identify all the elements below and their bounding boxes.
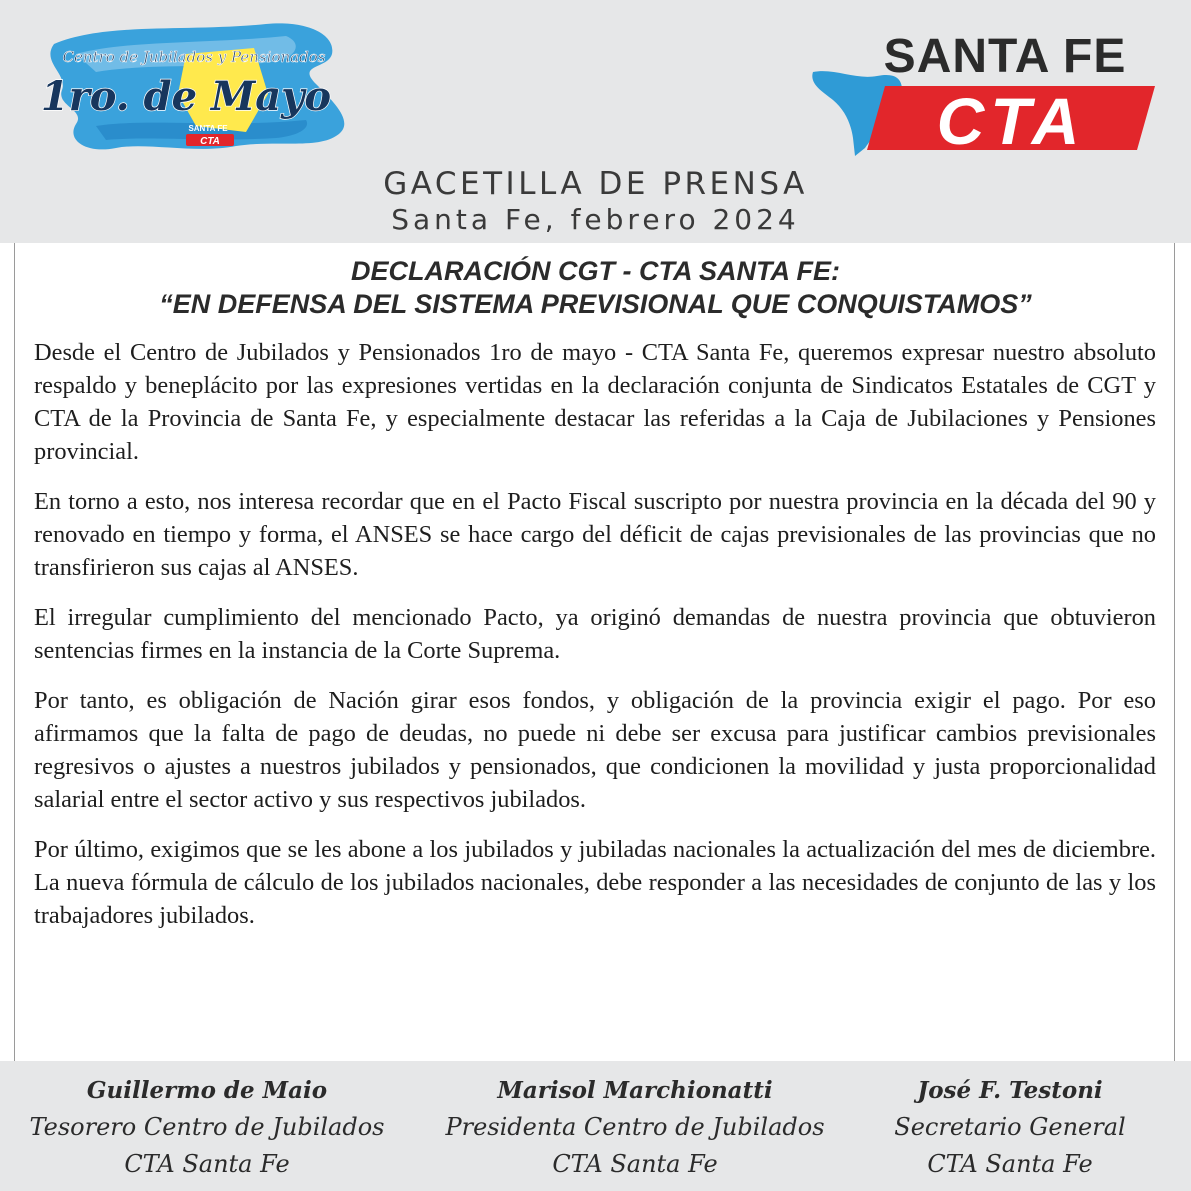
header-band xyxy=(0,0,1191,243)
body-paragraph: Desde el Centro de Jubilados y Pensionados 1ro de mayo - CTA Santa Fe, queremos expresar nuestro absoluto respaldo y beneplácito por las expresiones vertidas en la declaración conjunta de Sindicatos Estatales de CGT y CTA de la Provincia de Santa Fe, y especialmente destacar las referidas a la Caja de Jubilaciones y Pensiones provincial. xyxy=(34,339,1156,465)
press-release-kicker: GACETILLA DE PRENSA xyxy=(383,166,808,202)
signatory-org: CTA Santa Fe xyxy=(552,1150,718,1178)
signatory-role: Presidenta Centro de Jubilados xyxy=(445,1113,825,1141)
body-paragraph: Por último, exigimos que se les abone a los jubilados y jubiladas nacionales la actualización del mes de diciembre. La nueva fórmula de cálculo de los jubilados nacionales, debe responder a las necesidades de conjunto de las y los trabajadores jubilados. xyxy=(34,836,1156,929)
signature-block xyxy=(850,1073,1170,1183)
signatory-name: Marisol Marchionatti xyxy=(497,1077,773,1104)
press-release-dateline: Santa Fe, febrero 2024 xyxy=(391,203,800,236)
signatory-org: CTA Santa Fe xyxy=(927,1150,1093,1178)
logo-line2: 1ro. de Mayo xyxy=(40,73,332,120)
logo-small-brand: SANTA FE xyxy=(188,124,228,133)
cta-santa-fe-logo xyxy=(805,20,1165,160)
signatory-org: CTA Santa Fe xyxy=(124,1150,290,1178)
signatory-role: Secretario General xyxy=(894,1113,1126,1141)
logo-line1: Centro de Jubilados y Pensionados xyxy=(62,48,326,66)
centro-jubilados-logo xyxy=(36,14,356,164)
signature-block xyxy=(430,1073,840,1183)
logo-cta-text: CTA xyxy=(936,84,1086,158)
signatory-role: Tesorero Centro de Jubilados xyxy=(29,1113,385,1141)
logo-small-mark: CTA xyxy=(200,136,220,147)
signatory-name: Guillermo de Maio xyxy=(86,1077,328,1104)
body-paragraph: Por tanto, es obligación de Nación girar esos fondos, y obligación de la provincia exigir el pago. Por eso afirmamos que la falta de pago de deudas, no puede ni debe ser excusa para justificar cambios previsionales regresivos o ajustes a nuestros jubilados y pensionados, que condicionen la movilidad y justa proporcionalidad salarial entre el sector activo y sus respectivos jubilados. xyxy=(34,687,1156,813)
signature-block xyxy=(0,1073,414,1183)
headline-line1: DECLARACIÓN CGT - CTA SANTA FE: xyxy=(351,256,840,286)
body-paragraph: El irregular cumplimiento del mencionado Pacto, ya originó demandas de nuestra provincia que obtuvieron sentencias firmes en la instancia de la Corte Suprema. xyxy=(34,604,1156,664)
statement-body xyxy=(34,336,1156,949)
headline-line2: “EN DEFENSA DEL SISTEMA PREVISIONAL QUE CONQUISTAMOS” xyxy=(159,289,1032,319)
logo-santa-fe-text: SANTA FE xyxy=(883,30,1127,83)
body-paragraph: En torno a esto, nos interesa recordar que en el Pacto Fiscal suscripto por nuestra provincia en la década del 90 y renovado en tiempo y forma, el ANSES se hace cargo del déficit de cajas previsionales de las provincias que no transfirieron sus cajas al ANSES. xyxy=(34,488,1156,581)
signatory-name: José F. Testoni xyxy=(917,1077,1103,1104)
